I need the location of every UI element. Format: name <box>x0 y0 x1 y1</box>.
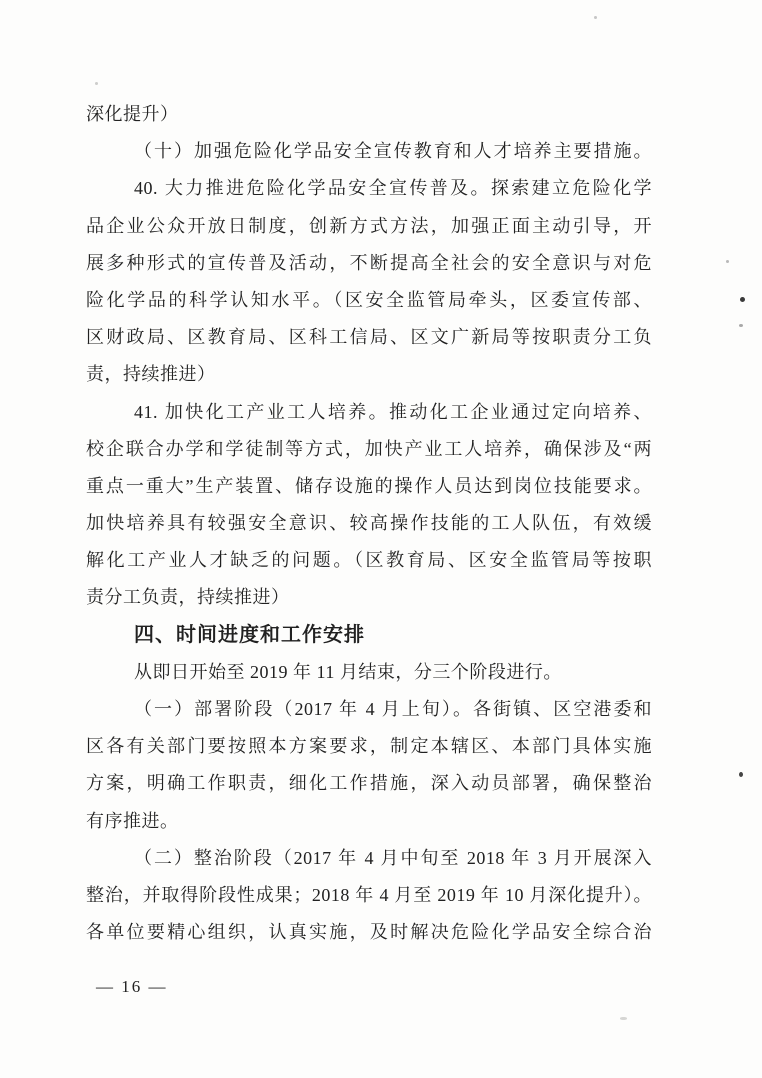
text-line: 品企业公众开放日制度，创新方式方法，加强正面主动引导，开 <box>86 215 652 236</box>
document-text-block <box>86 96 652 951</box>
text-line: 整治，并取得阶段性成果；2018 年 4 月至 2019 年 10 月深化提升）。 <box>86 884 652 905</box>
scan-speckle <box>620 1017 627 1020</box>
text-line: 责分工负责，持续推进） <box>86 587 290 608</box>
text-line: 展多种形式的宣传普及活动，不断提高全社会的安全意识与对危 <box>86 252 652 273</box>
text-line: （一）部署阶段（2017 年 4 月上旬）。各街镇、区空港委和 <box>134 699 652 719</box>
text-line: 深化提升） <box>86 104 179 124</box>
text-line: 加快培养具有较强安全意识、较高操作技能的工人队伍，有效缓 <box>86 513 652 534</box>
text-line: 解化工产业人才缺乏的问题。（区教育局、区安全监管局等按职 <box>86 550 652 571</box>
text-line: 各单位要精心组织，认真实施，及时解决危险化学品安全综合治 <box>86 922 652 943</box>
text-line: （十）加强危险化学品安全宣传教育和人才培养主要措施。 <box>134 141 652 162</box>
page-number: — 16 — <box>96 977 168 996</box>
text-line: 险化学品的科学认知水平。（区安全监管局牵头，区委宣传部、 <box>86 289 652 310</box>
scan-speckle <box>740 297 745 302</box>
text-line: 方案，明确工作职责，细化工作措施，深入动员部署，确保整治 <box>86 773 652 794</box>
scan-speckle <box>739 324 743 327</box>
scan-speckle <box>739 772 743 777</box>
text-line: 区财政局、区教育局、区科工信局、区文广新局等按职责分工负 <box>86 327 652 348</box>
text-line: 40. 大力推进危险化学品安全宣传普及。探索建立危险化学 <box>134 178 652 199</box>
text-line: 41. 加快化工产业工人培养。推动化工企业通过定向培养、 <box>134 401 652 422</box>
scan-speckle <box>726 260 729 263</box>
text-line: 有序推进。 <box>86 810 179 831</box>
text-line: （二）整治阶段（2017 年 4 月中旬至 2018 年 3 月开展深入 <box>134 847 652 868</box>
text-line: 重点一重大”生产装置、储存设施的操作人员达到岗位技能要求。 <box>86 475 652 496</box>
scan-speckle <box>594 16 597 19</box>
text-line: 责，持续推进） <box>86 364 216 385</box>
scan-speckle <box>95 82 98 85</box>
section-heading: 四、时间进度和工作安排 <box>134 623 365 646</box>
text-line: 区各有关部门要按照本方案要求，制定本辖区、本部门具体实施 <box>86 736 652 757</box>
text-line: 从即日开始至 2019 年 11 月结束，分三个阶段进行。 <box>134 661 562 682</box>
text-line: 校企联合办学和学徒制等方式，加快产业工人培养，确保涉及“两 <box>86 438 652 459</box>
